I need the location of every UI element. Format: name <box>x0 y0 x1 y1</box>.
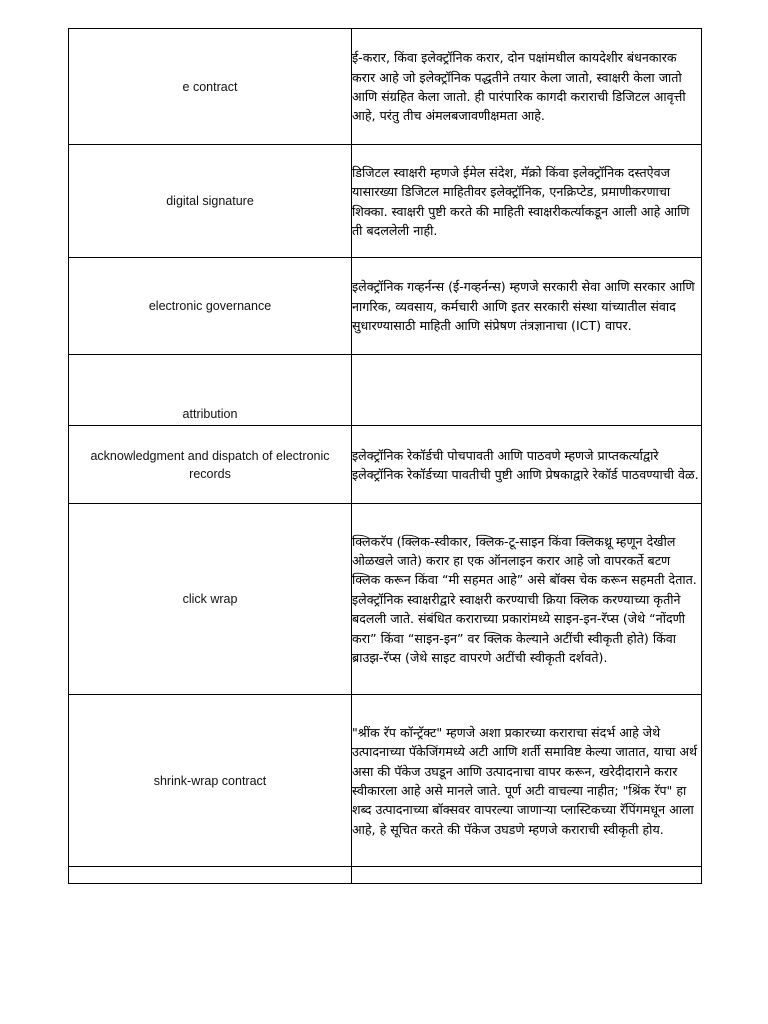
definition-text: इलेक्ट्रॉनिक रेकॉर्डची पोचपावती आणि पाठवणे म्हणजे प्राप्तकर्त्याद्वारे इलेक्ट्रॉनिक रेकॉर्डच्या पावतीची पुष्टी आणि प्रेषकाद्वारे रेकॉर्ड पाठवण्याची वेळ. <box>352 447 699 482</box>
definition-cell <box>352 355 702 426</box>
definition-text: डिजिटल स्वाक्षरी म्हणजे ईमेल संदेश, मॅक्रो किंवा इलेक्ट्रॉनिक दस्तऐवज यासारख्या डिजिटल माहितीवर इलेक्ट्रॉनिक, एनक्रिप्टेड, प्रमाणीकरणाचा शिक्का. स्वाक्षरी पुष्टी करते की माहिती स्वाक्षरीकर्त्याकडून आली आहे आणि ती बदललेली नाही. <box>352 164 690 238</box>
term-cell: e contract <box>69 29 352 145</box>
term-cell <box>69 867 352 884</box>
definition-text: क्लिकरॅप (क्लिक-स्वीकार, क्लिक-टू-साइन किंवा क्लिकथ्रू म्हणून देखील ओळखले जाते) करार हा एक ऑनलाइन करार आहे जो वापरकर्ते बटण क्लिक करून किंवा “मी सहमत आहे” असे बॉक्स चेक करून सहमती देतात. इलेक्ट्रॉनिक स्वाक्षरीद्वारे स्वाक्षरी करण्याची क्रिया क्लिक करण्याच्या कृतीने बदलली जाते. संबंधित कराराच्या प्रकारांमध्ये साइन-इन-रॅप्स (जेथे “नोंदणी करा” किंवा “साइन-इन” वर क्लिक केल्याने अटींची स्वीकृती होते) किंवा ब्राउझ-रॅप्स (जेथे साइट वापरणे अटींची स्वीकृती दर्शवते). <box>352 533 697 666</box>
definition-cell <box>352 426 702 504</box>
definition-text <box>352 875 701 876</box>
table-row <box>69 426 702 504</box>
table-row <box>69 29 702 145</box>
table-row <box>69 867 702 884</box>
definition-cell <box>352 29 702 145</box>
table-row <box>69 258 702 355</box>
definition-cell <box>352 695 702 867</box>
term-cell: attribution <box>69 355 352 426</box>
term-cell: electronic governance <box>69 258 352 355</box>
definition-cell <box>352 258 702 355</box>
definition-cell <box>352 145 702 258</box>
table-row <box>69 355 702 426</box>
table-row <box>69 145 702 258</box>
definition-cell <box>352 504 702 695</box>
definition-cell <box>352 867 702 884</box>
glossary-table <box>68 28 702 884</box>
table-row <box>69 504 702 695</box>
definition-text: इलेक्ट्रॉनिक गव्हर्नन्स (ई-गव्हर्नन्स) म्हणजे सरकारी सेवा आणि सरकार आणि नागरिक, व्यवसाय, कर्मचारी आणि इतर सरकारी संस्था यांच्यातील संवाद सुधारण्यासाठी माहिती आणि संप्रेषण तंत्रज्ञानाचा (ICT) वापर. <box>352 279 695 334</box>
term-cell: acknowledgment and dispatch of electronic records <box>69 426 352 504</box>
term-cell: shrink-wrap contract <box>69 695 352 867</box>
definition-text <box>352 390 701 391</box>
table-row <box>69 695 702 867</box>
term-cell: digital signature <box>69 145 352 258</box>
definition-text: "श्रींक रॅप कॉन्ट्रॅक्ट" म्हणजे अशा प्रकारच्या कराराचा संदर्भ आहे जेथे उत्पादनाच्या पॅकेजिंगमध्ये अटी आणि शर्ती समाविष्ट केल्या जातात, याचा अर्थ असा की पॅकेज उघडून आणि उत्पादनाचा वापर करून, खरेदीदाराने करार स्वीकारला आहे असे मानले जाते. पूर्ण अटी वाचल्या नाहीत; "श्रिंक रॅप" हा शब्द उत्पादनाच्या बॉक्सवर वापरल्या जाणाऱ्या प्लास्टिकच्या रॅपिंगमधून आला आहे, हे सूचित करते की पॅकेज उघडणे म्हणजे कराराची स्वीकृती होय. <box>352 724 698 837</box>
term-cell: click wrap <box>69 504 352 695</box>
definition-text: ई-करार, किंवा इलेक्ट्रॉनिक करार, दोन पक्षांमधील कायदेशीर बंधनकारक करार आहे जो इलेक्ट्रॉनिक पद्धतीने तयार केला जातो, स्वाक्षरी केला जातो आणि संग्रहित केला जातो. ही पारंपारिक कागदी कराराची डिजिटल आवृत्ती आहे, परंतु तीच अंमलबजावणीक्षमता आहे. <box>352 50 686 124</box>
